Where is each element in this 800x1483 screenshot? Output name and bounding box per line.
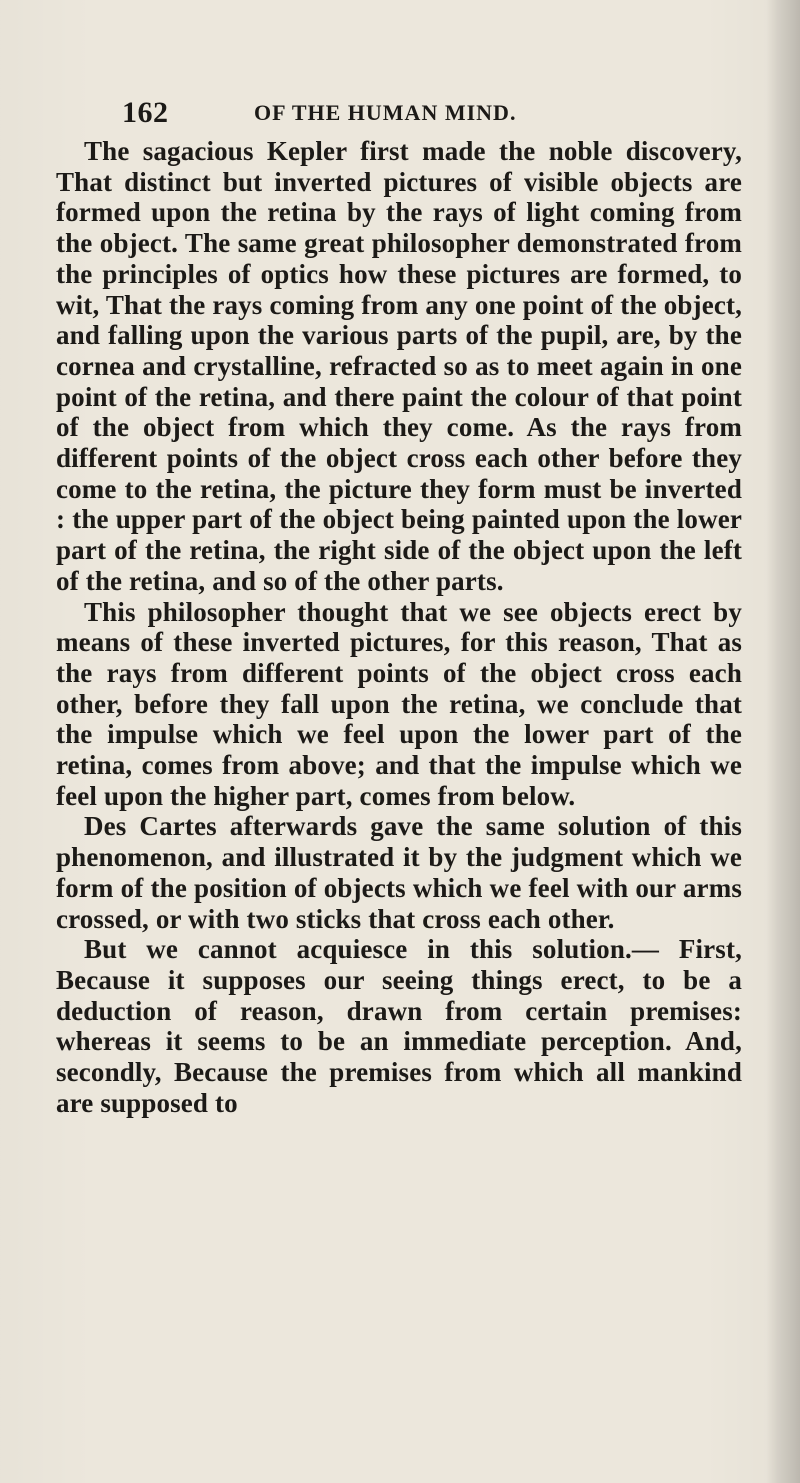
running-head: OF THE HUMAN MIND. [254,100,517,125]
paragraph-2: This philosopher thought that we see objects erect by means of these inverted pictures, for this reason, That as the rays from different points of the object cross each other, before they fall upon the retina, we conclude that the impulse which we feel upon the lower part of the retina, comes from above; and that the impulse which we feel upon the higher part, comes from below. [56,596,742,811]
body-text [56,136,742,1119]
page-number: 162 [122,96,169,129]
page-edge-shadow [766,0,800,1483]
paragraph-1: The sagacious Kepler first made the noble discovery, That distinct but inverted pictures of visible objects are formed upon the retina by the rays of light coming from the object. The same great philosopher demonstrated from the principles of optics how these pictures are formed, to wit, That the rays coming from any one point of the object, and falling upon the various parts of the pupil, are, by the cornea and crystalline, refracted so as to meet again in one point of the retina, and there paint the colour of that point of the object from which they come. As the rays from different points of the object cross each other before they come to the retina, the picture they form must be inverted : the upper part of the object being painted upon the lower part of the retina, the right side of the object upon the left of the retina, and so of the other parts. [56,136,742,596]
paragraph-3: Des Cartes afterwards gave the same solution of this phenomenon, and illustrated it by the judgment which we form of the position of objects which we feel with our arms crossed, or with two sticks that cross each other. [56,811,742,934]
page-header [122,96,642,138]
paragraph-4: But we cannot acquiesce in this solution.— First, Because it supposes our seeing things erect, to be a deduction of reason, drawn from certain premises: whereas it seems to be an immediate perception. And, secondly, Because the premises from which all mankind are supposed to [56,934,742,1118]
